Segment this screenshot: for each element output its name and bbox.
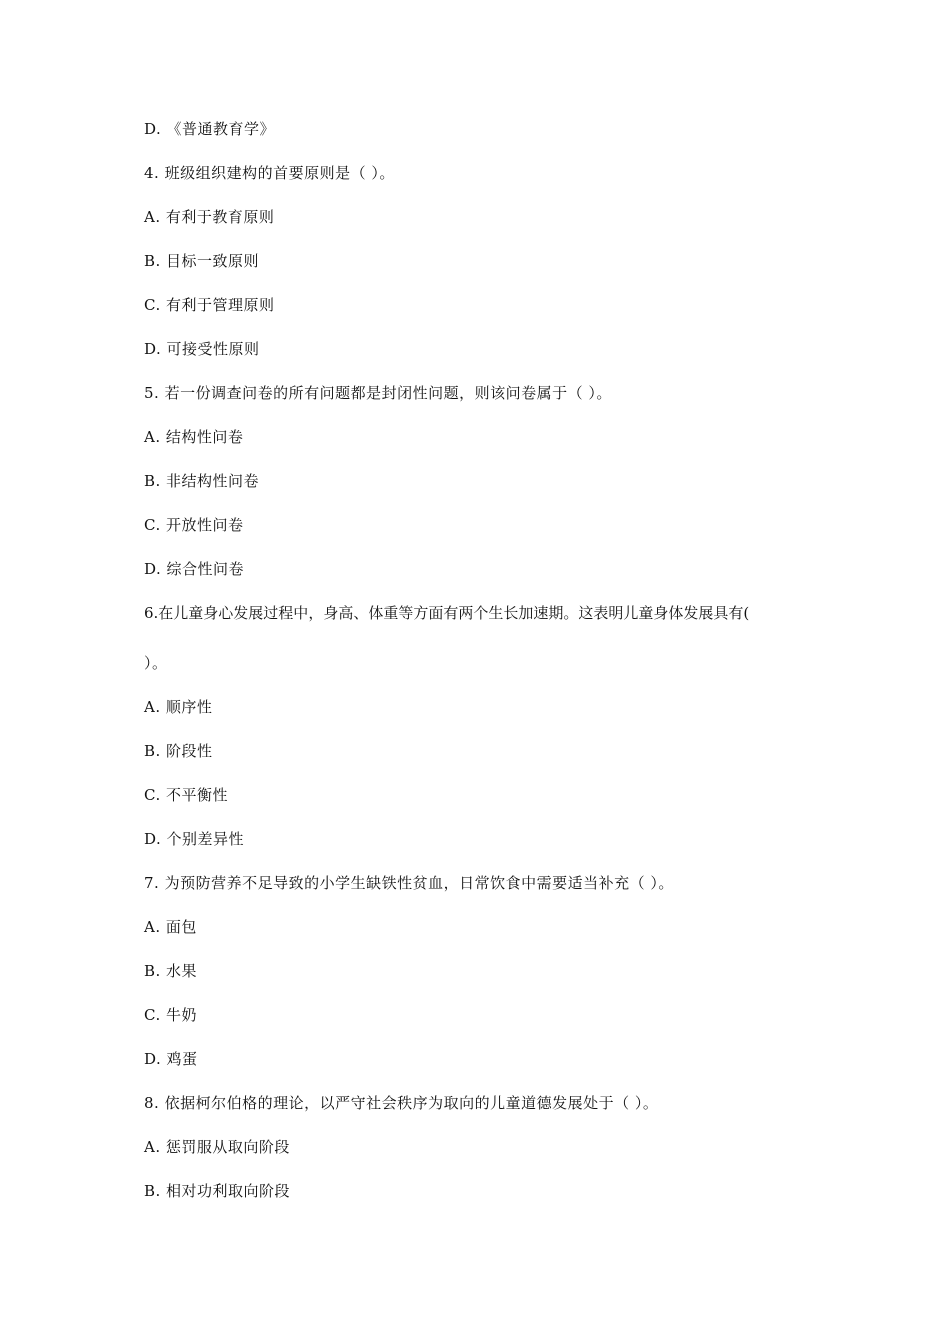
- option-5d: D. 综合性问卷: [144, 560, 245, 578]
- option-3d: D. 《普通教育学》: [144, 120, 276, 138]
- option-5a: A. 结构性问卷: [144, 428, 244, 446]
- option-7d: D. 鸡蛋: [144, 1050, 198, 1068]
- question-5: 5. 若一份调查问卷的所有问题都是封闭性问题，则该问卷属于（ ）。: [144, 384, 612, 402]
- option-5c: C. 开放性问卷: [144, 516, 244, 534]
- option-4d: D. 可接受性原则: [144, 340, 260, 358]
- option-8a: A. 惩罚服从取向阶段: [144, 1138, 290, 1156]
- option-6d: D. 个别差异性: [144, 830, 245, 848]
- option-4c: C. 有利于管理原则: [144, 296, 275, 314]
- option-6b: B. 阶段性: [144, 742, 213, 760]
- question-7: 7. 为预防营养不足导致的小学生缺铁性贫血，日常饮食中需要适当补充（ ）。: [144, 874, 674, 892]
- option-7b: B. 水果: [144, 962, 198, 980]
- question-6-continuation: ）。: [144, 654, 168, 672]
- option-4b: B. 目标一致原则: [144, 252, 260, 270]
- option-4a: A. 有利于教育原则: [144, 208, 275, 226]
- option-7c: C. 牛奶: [144, 1006, 197, 1024]
- option-7a: A. 面包: [144, 918, 197, 936]
- option-6c: C. 不平衡性: [144, 786, 228, 804]
- question-6: 6.在儿童身心发展过程中，身高、体重等方面有两个生长加速期。这表明儿童身体发展具有(: [144, 604, 750, 622]
- question-4: 4. 班级组织建构的首要原则是（ ）。: [144, 164, 395, 182]
- question-8: 8. 依据柯尔伯格的理论，以严守社会秩序为取向的儿童道德发展处于（ ）。: [144, 1094, 659, 1112]
- option-8b: B. 相对功利取向阶段: [144, 1182, 291, 1200]
- option-5b: B. 非结构性问卷: [144, 472, 260, 490]
- option-6a: A. 顺序性: [144, 698, 213, 716]
